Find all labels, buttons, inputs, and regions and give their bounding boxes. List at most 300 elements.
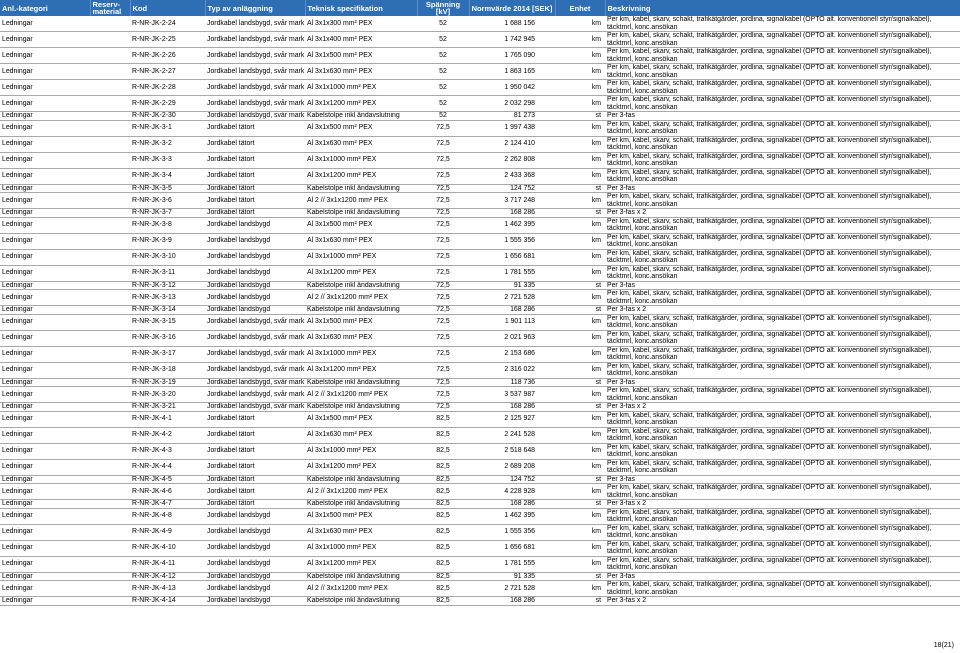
cell-category: Ledningar	[0, 403, 90, 412]
cell-type: Jordkabel tätort	[205, 193, 305, 209]
cell-unit: km	[555, 524, 605, 540]
cell-value: 168 286	[469, 403, 555, 412]
cell-voltage: 72,5	[417, 378, 469, 387]
cell-spec: Kabelstolpe inkl ändavslutning	[305, 281, 417, 290]
table-row	[0, 556, 960, 572]
cell-value: 2 125 927	[469, 411, 555, 427]
cell-code: R-NR-JK-4-13	[130, 581, 205, 597]
cell-unit: st	[555, 597, 605, 606]
cell-unit: km	[555, 136, 605, 152]
cell-value: 91 335	[469, 281, 555, 290]
cell-unit: km	[555, 217, 605, 233]
cell-code: R-NR-JK-2-28	[130, 80, 205, 96]
table-row	[0, 459, 960, 475]
cell-description: Per km, kabel, skarv, schakt, trafikåtgärder, jordlina, signalkabel (OPTO alt. konventionell styr/signalkabel), täcktmrl, konc.ansökan	[605, 314, 960, 330]
table-row	[0, 306, 960, 315]
cell-code: R-NR-JK-3-14	[130, 306, 205, 315]
cell-value: 2 241 528	[469, 427, 555, 443]
cell-reserve-material	[90, 443, 130, 459]
cell-description: Per km, kabel, skarv, schakt, trafikåtgärder, jordlina, signalkabel (OPTO alt. konventionell styr/signalkabel), täcktmrl, konc.ansökan	[605, 484, 960, 500]
cell-value: 1 781 555	[469, 556, 555, 572]
table-row	[0, 64, 960, 80]
cell-type: Jordkabel landsbygd, svår mark	[205, 64, 305, 80]
cell-spec: Kabelstolpe inkl ändavslutning	[305, 403, 417, 412]
cell-voltage: 72,5	[417, 362, 469, 378]
cell-value: 3 717 248	[469, 193, 555, 209]
table-body	[0, 16, 960, 605]
cell-category: Ledningar	[0, 484, 90, 500]
cell-unit: st	[555, 378, 605, 387]
cell-reserve-material	[90, 540, 130, 556]
cell-description: Per km, kabel, skarv, schakt, trafikåtgärder, jordlina, signalkabel (OPTO alt. konventionell styr/signalkabel), täcktmrl, konc.ansökan	[605, 193, 960, 209]
cell-reserve-material	[90, 572, 130, 581]
cell-voltage: 82,5	[417, 443, 469, 459]
cell-unit: km	[555, 193, 605, 209]
table-row	[0, 209, 960, 218]
table-row	[0, 443, 960, 459]
cell-description: Per km, kabel, skarv, schakt, trafikåtgärder, jordlina, signalkabel (OPTO alt. konventionell styr/signalkabel), täcktmrl, konc.ansökan	[605, 168, 960, 184]
cell-category: Ledningar	[0, 32, 90, 48]
cell-code: R-NR-JK-4-4	[130, 459, 205, 475]
cell-code: R-NR-JK-3-12	[130, 281, 205, 290]
cell-description: Per km, kabel, skarv, schakt, trafikåtgärder, jordlina, signalkabel (OPTO alt. konventionell styr/signalkabel), täcktmrl, konc.ansökan	[605, 233, 960, 249]
cell-spec: Al 2 // 3x1x1200 mm² PEX	[305, 581, 417, 597]
cell-category: Ledningar	[0, 184, 90, 193]
cell-code: R-NR-JK-2-27	[130, 64, 205, 80]
cell-reserve-material	[90, 484, 130, 500]
cell-code: R-NR-JK-4-8	[130, 508, 205, 524]
cell-type: Jordkabel tätort	[205, 120, 305, 136]
cell-unit: km	[555, 314, 605, 330]
cell-description: Per km, kabel, skarv, schakt, trafikåtgärder, jordlina, signalkabel (OPTO alt. konventionell styr/signalkabel), täcktmrl, konc.ansökan	[605, 581, 960, 597]
cell-type: Jordkabel tätort	[205, 484, 305, 500]
table-row	[0, 475, 960, 484]
cell-category: Ledningar	[0, 217, 90, 233]
cell-voltage: 72,5	[417, 306, 469, 315]
cell-category: Ledningar	[0, 378, 90, 387]
cell-code: R-NR-JK-4-6	[130, 484, 205, 500]
cell-code: R-NR-JK-2-26	[130, 48, 205, 64]
cell-description: Per km, kabel, skarv, schakt, trafikåtgärder, jordlina, signalkabel (OPTO alt. konventionell styr/signalkabel), täcktmrl, konc.ansökan	[605, 459, 960, 475]
cell-description: Per 3-fas	[605, 475, 960, 484]
cell-spec: Al 3x1x1000 mm² PEX	[305, 540, 417, 556]
cell-description: Per km, kabel, skarv, schakt, trafikåtgärder, jordlina, signalkabel (OPTO alt. konventionell styr/signalkabel), täcktmrl, konc.ansökan	[605, 136, 960, 152]
cell-type: Jordkabel landsbygd	[205, 572, 305, 581]
cell-type: Jordkabel landsbygd, svår mark	[205, 96, 305, 112]
cell-type: Jordkabel tätort	[205, 475, 305, 484]
cell-category: Ledningar	[0, 306, 90, 315]
cell-reserve-material	[90, 556, 130, 572]
cell-reserve-material	[90, 233, 130, 249]
cell-value: 2 262 808	[469, 152, 555, 168]
cell-spec: Al 3x1x1200 mm² PEX	[305, 556, 417, 572]
cell-voltage: 52	[417, 80, 469, 96]
cell-value: 2 032 298	[469, 96, 555, 112]
cell-description: Per km, kabel, skarv, schakt, trafikåtgärder, jordlina, signalkabel (OPTO alt. konventionell styr/signalkabel), täcktmrl, konc.ansökan	[605, 524, 960, 540]
table-row	[0, 80, 960, 96]
table-row	[0, 540, 960, 556]
cell-reserve-material	[90, 249, 130, 265]
cell-value: 1 863 165	[469, 64, 555, 80]
cell-reserve-material	[90, 209, 130, 218]
cell-voltage: 52	[417, 112, 469, 121]
cell-unit: km	[555, 16, 605, 32]
cell-code: R-NR-JK-4-2	[130, 427, 205, 443]
cell-reserve-material	[90, 16, 130, 32]
cell-unit: st	[555, 112, 605, 121]
cell-category: Ledningar	[0, 120, 90, 136]
cell-type: Jordkabel landsbygd	[205, 290, 305, 306]
cell-reserve-material	[90, 184, 130, 193]
cell-unit: st	[555, 475, 605, 484]
cell-unit: km	[555, 96, 605, 112]
cell-voltage: 72,5	[417, 403, 469, 412]
table-row	[0, 387, 960, 403]
cell-value: 168 286	[469, 597, 555, 606]
cell-reserve-material	[90, 168, 130, 184]
cell-unit: km	[555, 168, 605, 184]
cell-type: Jordkabel landsbygd, svår mark	[207, 112, 305, 119]
table-row	[0, 136, 960, 152]
cell-value: 2 518 648	[469, 443, 555, 459]
cell-value: 168 286	[469, 500, 555, 509]
cell-voltage: 72,5	[417, 314, 469, 330]
cell-spec: Al 3x1x630 mm² PEX	[305, 136, 417, 152]
cell-category: Ledningar	[0, 540, 90, 556]
cell-value: 1 462 395	[469, 217, 555, 233]
cell-reserve-material	[90, 411, 130, 427]
cell-type: Jordkabel landsbygd, svår mark	[205, 32, 305, 48]
table-row	[0, 168, 960, 184]
header-value: Normvärde 2014 [SEK]	[469, 0, 555, 16]
cell-reserve-material	[90, 475, 130, 484]
cell-spec: Al 3x1x500 mm² PEX	[305, 411, 417, 427]
cell-category: Ledningar	[0, 387, 90, 403]
cell-value: 168 286	[469, 209, 555, 218]
header-spec: Teknisk specifikation	[305, 0, 417, 16]
cell-spec: Al 3x1x630 mm² PEX	[305, 524, 417, 540]
cell-value: 1 656 681	[469, 540, 555, 556]
table-row	[0, 484, 960, 500]
cell-spec: Al 3x1x500 mm² PEX	[305, 48, 417, 64]
cell-value: 1 950 042	[469, 80, 555, 96]
cell-reserve-material	[90, 48, 130, 64]
cell-description: Per km, kabel, skarv, schakt, trafikåtgärder, jordlina, signalkabel (OPTO alt. konventionell styr/signalkabel), täcktmrl, konc.ansökan	[605, 508, 960, 524]
table-row	[0, 184, 960, 193]
cell-spec: Al 3x1x1200 mm² PEX	[305, 96, 417, 112]
table-row	[0, 233, 960, 249]
cell-spec: Al 2 // 3x1x1200 mm² PEX	[305, 290, 417, 306]
table-row	[0, 581, 960, 597]
cell-category: Ledningar	[0, 16, 90, 32]
cell-unit: km	[555, 265, 605, 281]
cell-spec: Al 3x1x1200 mm² PEX	[305, 459, 417, 475]
cell-reserve-material	[90, 136, 130, 152]
cell-category: Ledningar	[0, 475, 90, 484]
cell-code: R-NR-JK-3-9	[130, 233, 205, 249]
cell-category: Ledningar	[0, 136, 90, 152]
cell-code: R-NR-JK-4-14	[130, 597, 205, 606]
cell-description: Per km, kabel, skarv, schakt, trafikåtgärder, jordlina, signalkabel (OPTO alt. konventionell styr/signalkabel), täcktmrl, konc.ansökan	[605, 556, 960, 572]
cell-voltage: 82,5	[417, 597, 469, 606]
cell-spec: Al 2 // 3x1x1200 mm² PEX	[305, 193, 417, 209]
cell-description: Per 3-fas	[605, 112, 960, 121]
cell-spec: Al 3x1x500 mm² PEX	[305, 120, 417, 136]
cell-reserve-material	[90, 459, 130, 475]
cell-voltage: 72,5	[417, 249, 469, 265]
cell-code: R-NR-JK-2-24	[130, 16, 205, 32]
cell-reserve-material	[90, 581, 130, 597]
header-description: Beskrivning	[605, 0, 960, 16]
cell-type: Jordkabel landsbygd	[205, 597, 305, 606]
cell-code: R-NR-JK-4-7	[130, 500, 205, 509]
cell-type: Jordkabel tätort	[205, 443, 305, 459]
cell-unit: km	[555, 152, 605, 168]
cell-category: Ledningar	[0, 500, 90, 509]
cell-voltage: 82,5	[417, 524, 469, 540]
cell-unit: st	[555, 306, 605, 315]
cell-value: 3 537 987	[469, 387, 555, 403]
cell-category: Ledningar	[0, 152, 90, 168]
cell-category: Ledningar	[0, 443, 90, 459]
cell-unit: km	[555, 362, 605, 378]
cell-value: 2 689 208	[469, 459, 555, 475]
cell-type: Jordkabel landsbygd, svår mark	[205, 362, 305, 378]
table-header-row	[0, 0, 960, 16]
cell-code: R-NR-JK-3-8	[130, 217, 205, 233]
cell-voltage: 72,5	[417, 152, 469, 168]
cell-category: Ledningar	[0, 556, 90, 572]
cell-voltage: 72,5	[417, 281, 469, 290]
table-row	[0, 290, 960, 306]
cell-code: R-NR-JK-4-10	[130, 540, 205, 556]
cell-value: 1 555 356	[469, 524, 555, 540]
cell-voltage: 82,5	[417, 500, 469, 509]
cell-code: R-NR-JK-3-18	[130, 362, 205, 378]
cell-description: Per km, kabel, skarv, schakt, trafikåtgärder, jordlina, signalkabel (OPTO alt. konventionell styr/signalkabel), täcktmrl, konc.ansökan	[605, 290, 960, 306]
cell-spec: Al 3x1x300 mm² PEX	[305, 16, 417, 32]
cell-spec: Al 3x1x630 mm² PEX	[305, 330, 417, 346]
table-row	[0, 411, 960, 427]
cell-unit: km	[555, 346, 605, 362]
cell-description: Per 3-fas	[605, 378, 960, 387]
cell-unit: st	[555, 209, 605, 218]
cell-code: R-NR-JK-3-5	[130, 184, 205, 193]
cell-code: R-NR-JK-3-20	[130, 387, 205, 403]
cell-code: R-NR-JK-3-3	[130, 152, 205, 168]
cell-reserve-material	[90, 403, 130, 412]
cell-type: Jordkabel landsbygd, svår mark	[205, 48, 305, 64]
table-row	[0, 32, 960, 48]
table-row	[0, 524, 960, 540]
cell-type: Jordkabel landsbygd, svår mark	[205, 314, 305, 330]
cell-type: Jordkabel landsbygd, svår mark	[205, 330, 305, 346]
cell-unit: km	[555, 249, 605, 265]
table-row	[0, 508, 960, 524]
cell-category: Ledningar	[0, 524, 90, 540]
cell-unit: km	[555, 290, 605, 306]
cell-spec: Al 3x1x1200 mm² PEX	[305, 265, 417, 281]
cell-unit: km	[555, 48, 605, 64]
cell-description: Per km, kabel, skarv, schakt, trafikåtgärder, jordlina, signalkabel (OPTO alt. konventionell styr/signalkabel), täcktmrl, konc.ansökan	[605, 96, 960, 112]
cell-voltage: 72,5	[417, 184, 469, 193]
cell-type: Jordkabel landsbygd	[205, 217, 305, 233]
cell-reserve-material	[90, 387, 130, 403]
cell-voltage: 82,5	[417, 411, 469, 427]
cell-code: R-NR-JK-4-12	[130, 572, 205, 581]
cell-value: 91 335	[469, 572, 555, 581]
cell-description: Per km, kabel, skarv, schakt, trafikåtgärder, jordlina, signalkabel (OPTO alt. konventionell styr/signalkabel), täcktmrl, konc.ansökan	[605, 411, 960, 427]
cell-unit: km	[555, 387, 605, 403]
cell-category: Ledningar	[0, 362, 90, 378]
cell-reserve-material	[90, 281, 130, 290]
cell-value: 124 752	[469, 184, 555, 193]
cell-type: Jordkabel landsbygd	[205, 540, 305, 556]
cell-reserve-material	[90, 346, 130, 362]
cell-description: Per km, kabel, skarv, schakt, trafikåtgärder, jordlina, signalkabel (OPTO alt. konventionell styr/signalkabel), täcktmrl, konc.ansökan	[605, 32, 960, 48]
cell-type: Jordkabel landsbygd	[205, 265, 305, 281]
table-row	[0, 378, 960, 387]
cell-category: Ledningar	[0, 112, 90, 121]
table-row	[0, 330, 960, 346]
cell-category: Ledningar	[0, 508, 90, 524]
cell-value: 2 153 686	[469, 346, 555, 362]
table-row	[0, 427, 960, 443]
cell-spec: Al 3x1x1000 mm² PEX	[305, 80, 417, 96]
cell-description: Per km, kabel, skarv, schakt, trafikåtgärder, jordlina, signalkabel (OPTO alt. konventionell styr/signalkabel), täcktmrl, konc.ansökan	[605, 64, 960, 80]
cell-category: Ledningar	[0, 64, 90, 80]
cell-spec: Al 3x1x1000 mm² PEX	[305, 152, 417, 168]
cell-voltage: 72,5	[417, 330, 469, 346]
cell-voltage: 72,5	[417, 209, 469, 218]
cell-value: 1 765 090	[469, 48, 555, 64]
cell-unit: km	[555, 581, 605, 597]
cell-reserve-material	[90, 427, 130, 443]
cell-spec: Kabelstolpe inkl ändavslutning	[305, 475, 417, 484]
cell-category: Ledningar	[0, 314, 90, 330]
cell-reserve-material	[90, 314, 130, 330]
cell-unit: km	[555, 427, 605, 443]
cell-category: Ledningar	[0, 168, 90, 184]
cell-spec: Kabelstolpe inkl ändavslutning	[305, 378, 417, 387]
cell-reserve-material	[90, 152, 130, 168]
cell-spec: Al 3x1x1000 mm² PEX	[305, 443, 417, 459]
cell-code: R-NR-JK-3-10	[130, 249, 205, 265]
cell-reserve-material	[90, 64, 130, 80]
cell-description: Per km, kabel, skarv, schakt, trafikåtgärder, jordlina, signalkabel (OPTO alt. konventionell styr/signalkabel), täcktmrl, konc.ansökan	[605, 362, 960, 378]
cell-type: Jordkabel landsbygd	[205, 556, 305, 572]
cell-value: 1 781 555	[469, 265, 555, 281]
cell-description: Per 3-fas	[605, 184, 960, 193]
cell-spec: Al 3x1x1000 mm² PEX	[305, 346, 417, 362]
cell-voltage: 72,5	[417, 168, 469, 184]
page-number: 18(21)	[933, 642, 954, 649]
cell-category: Ledningar	[0, 281, 90, 290]
table-row	[0, 48, 960, 64]
cell-unit: km	[555, 508, 605, 524]
cell-unit: km	[555, 540, 605, 556]
cell-reserve-material	[90, 112, 130, 121]
cell-voltage: 52	[417, 32, 469, 48]
cell-reserve-material	[90, 120, 130, 136]
cell-reserve-material	[90, 362, 130, 378]
cell-spec: Al 3x1x630 mm² PEX	[305, 233, 417, 249]
cell-code: R-NR-JK-4-11	[130, 556, 205, 572]
table-row	[0, 120, 960, 136]
cell-spec: Kabelstolpe inkl ändavslutning	[305, 500, 417, 509]
cell-unit: km	[555, 120, 605, 136]
cell-category: Ledningar	[0, 265, 90, 281]
cell-reserve-material	[90, 265, 130, 281]
cell-description: Per 3-fas	[605, 572, 960, 581]
cell-voltage: 82,5	[417, 508, 469, 524]
table-row	[0, 597, 960, 606]
cell-spec: Al 3x1x1200 mm² PEX	[305, 168, 417, 184]
cell-category: Ledningar	[0, 209, 90, 218]
cell-category: Ledningar	[0, 290, 90, 306]
cell-code: R-NR-JK-3-1	[130, 120, 205, 136]
cell-value: 2 316 022	[469, 362, 555, 378]
cell-category: Ledningar	[0, 249, 90, 265]
cell-voltage: 52	[417, 96, 469, 112]
cell-category: Ledningar	[0, 80, 90, 96]
cell-spec: Kabelstolpe inkl ändavslutning	[305, 184, 417, 193]
cell-spec: Kabelstolpe inkl ändavslutning	[305, 209, 417, 218]
cell-type: Jordkabel tätort	[205, 500, 305, 509]
cell-unit: st	[555, 500, 605, 509]
cell-voltage: 82,5	[417, 475, 469, 484]
cell-unit: km	[555, 233, 605, 249]
cell-code: R-NR-JK-4-9	[130, 524, 205, 540]
cell-description: Per km, kabel, skarv, schakt, trafikåtgärder, jordlina, signalkabel (OPTO alt. konventionell styr/signalkabel), täcktmrl, konc.ansökan	[605, 427, 960, 443]
cell-unit: km	[555, 64, 605, 80]
cell-spec: Al 2 // 3x1x1200 mm² PEX	[305, 484, 417, 500]
cell-code: R-NR-JK-3-19	[130, 378, 205, 387]
cell-value: 81 273	[469, 112, 555, 121]
cell-spec: Kabelstolpe inkl ändavslutning	[305, 306, 417, 315]
cell-value: 1 688 156	[469, 16, 555, 32]
cell-unit: km	[555, 32, 605, 48]
cell-unit: km	[555, 411, 605, 427]
cell-voltage: 72,5	[417, 193, 469, 209]
cell-description: Per km, kabel, skarv, schakt, trafikåtgärder, jordlina, signalkabel (OPTO alt. konventionell styr/signalkabel), täcktmrl, konc.ansökan	[605, 540, 960, 556]
cell-category: Ledningar	[0, 597, 90, 606]
cell-value: 1 742 945	[469, 32, 555, 48]
cell-reserve-material	[90, 597, 130, 606]
cell-voltage: 52	[417, 64, 469, 80]
cell-voltage: 72,5	[417, 346, 469, 362]
cell-voltage: 72,5	[417, 233, 469, 249]
cell-voltage: 82,5	[417, 484, 469, 500]
cell-value: 2 433 368	[469, 168, 555, 184]
table-row	[0, 96, 960, 112]
cell-description: Per km, kabel, skarv, schakt, trafikåtgärder, jordlina, signalkabel (OPTO alt. konventionell styr/signalkabel), täcktmrl, konc.ansökan	[605, 265, 960, 281]
cell-category: Ledningar	[0, 346, 90, 362]
cell-value: 1 997 438	[469, 120, 555, 136]
cell-value: 4 228 928	[469, 484, 555, 500]
cell-description: Per km, kabel, skarv, schakt, trafikåtgärder, jordlina, signalkabel (OPTO alt. konventionell styr/signalkabel), täcktmrl, konc.ansökan	[605, 217, 960, 233]
cell-reserve-material	[90, 290, 130, 306]
cell-voltage: 72,5	[417, 290, 469, 306]
cell-category: Ledningar	[0, 96, 90, 112]
cell-voltage: 82,5	[417, 572, 469, 581]
cell-value: 2 721 528	[469, 290, 555, 306]
cell-voltage: 72,5	[417, 265, 469, 281]
cell-type: Jordkabel landsbygd	[205, 581, 305, 597]
table-row	[0, 500, 960, 509]
cell-value: 2 124 410	[469, 136, 555, 152]
cell-description: Per km, kabel, skarv, schakt, trafikåtgärder, jordlina, signalkabel (OPTO alt. konventionell styr/signalkabel), täcktmrl, konc.ansökan	[605, 330, 960, 346]
